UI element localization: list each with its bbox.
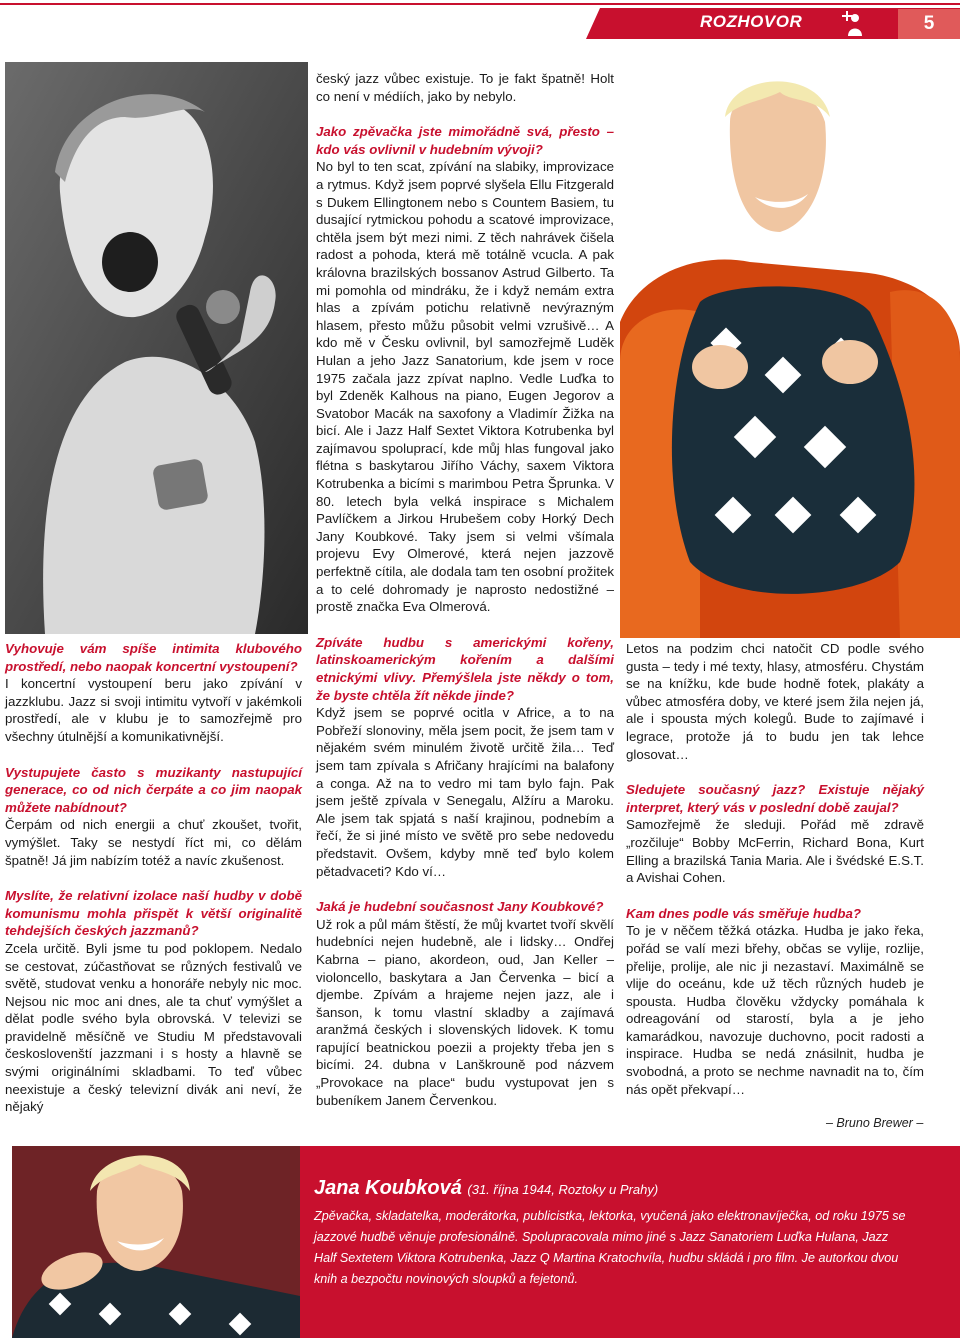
bio-text: Zpěvačka, skladatelka, moderátorka, publicistka, lektorka, vyučená jako elektronavíječka, od roku 1975 se jazzové hudbě věnuje profesionálně. Spolupracovala mimo jiné s Jazz Sanatoriem Luďka Hulana, Jazz Half Sextetem Viktora Kotrubenka, Jazz Q Martina Kratochvíla, hudbu skládá i pro film. Je autorkou dvou knih a bezpočtu novinových sloupků a fejetonů. <box>314 1209 906 1286</box>
bio-dates: (31. října 1944, Roztoky u Prahy) <box>467 1182 659 1197</box>
qa-item <box>316 634 614 880</box>
qa-item <box>626 640 924 763</box>
bio-name: Jana Koubková <box>314 1177 462 1199</box>
header-rule <box>0 3 960 5</box>
question: Sledujete současný jazz? Existuje nějaký interpret, který vás v poslední době zaujal? <box>626 782 924 815</box>
page-number: 5 <box>898 9 960 39</box>
answer: Samozřejmě že sleduji. Pořád mě zdravě „rozčiluje“ Bobby McFerrin, Richard Bona, Kurt Elling a brazilská Tania Maria. Ale i švédské E.S.T. a Avishai Cohen. <box>626 817 924 886</box>
section-title: ROZHOVOR <box>700 12 803 31</box>
answer: Zcela určitě. Byli jsme tu pod poklopem. Nedalo se cestovat, zúčastňovat se různých festivalů ve světě, studovat venku a honoráře nebyly nic moc. Nejsou nic moc ani dnes, ale ta chuť vymýšlet a dělat podle svého byla obrovská. V televizi se pravidelně měsíčně ve Studiu M představovali českoslovenští jazzmani i s hosty a hlavně se svými originálními skladbami. To teď vůbec neexistuje a český televizní divák ani neví, že nějaký <box>5 940 302 1115</box>
photo-bio-portrait <box>12 1146 300 1338</box>
qa-item <box>5 640 302 746</box>
bio-heading <box>314 1177 658 1200</box>
photo-singer-bw <box>5 62 308 634</box>
magazine-logo-icon <box>836 9 866 38</box>
qa-item <box>316 898 614 1109</box>
photo-seated-portrait <box>620 62 960 638</box>
answer: český jazz vůbec existuje. To je fakt špatně! Holt co není v médiích, jako by nebylo. <box>316 71 614 104</box>
qa-item <box>626 781 924 887</box>
answer: Už rok a půl mám štěstí, že můj kvartet tvoří skvělí hudebníci nejen hudebně, ale i lidsky… Ondřej Kabrna – piano, akordeon, oud, Jan Keller – violoncello, baskytara a Jan Červenka – bicí a djembe. Zpívám a hrajeme nejen jazz, ale i šanson, k tomu vlastní skladby a zajímavá aranžmá českých i slovenských lidovek. K tomu rapující beatnickou poezii a projekty třeba jen s bicími. 24. dubna v Lanškrouně pod názvem „Provokace na place“ budu vystupovat jen s bubeníkem Janem Červenkou. <box>316 916 614 1108</box>
column-2 <box>316 70 614 1127</box>
answer: Letos na podzim chci natočit CD podle svého gusta – tedy i mé texty, hlasy, atmosféru. Chystám se na knížku, kde bude hodně fotek, plakáty a vůbec atmosféra doby, ve které jsem žila nejen já, ale i spousta mých kolegů. Bude to zajímavé i legrace, protože já to budu jen tak lehce glosovat… <box>626 641 924 762</box>
qa-item <box>5 887 302 1116</box>
column-1 <box>5 640 302 1134</box>
question: Kam dnes podle vás směřuje hudba? <box>626 905 861 921</box>
bio-box <box>300 1146 960 1338</box>
column-3 <box>626 640 924 1116</box>
answer: Když jsem se poprvé ocitla v Africe, a to na Pobřeží slonoviny, měla jsem pocit, že jsem tam v nějakém svém minulém životě určitě žila… Teď jsem tam zpívala s Afričany hrajícími na balafony a conga. Až na to vedro mi tam bylo fajn. Pak jsem ještě zpívala v Senegalu, Alžíru a Maroku. Ale jsem tak spjatá s naší krajinou, podnebím a řečí, že si jiné místo ve světě pro sebe nedovedu představit. Ovšem, kdyby mně teď bylo kolem pětadvaceti? Kdo ví… <box>316 705 614 879</box>
answer: I koncertní vystoupení beru jako zpívání v jazzklubu. Jazz si svoji intimitu vytvoří v jakémkoli prostředí, ale v klubu je to samozřejmě pro všechny útulnější a komunikativnější. <box>5 676 302 744</box>
question: Zpíváte hudbu s americkými kořeny, latinskoamerickým kořením a dalšími etnickými vlivy. Přemýšlela jste někdy o tom, že byste chtěla žít někde jinde? <box>316 634 614 703</box>
lead-paragraph <box>316 70 614 105</box>
qa-item <box>626 905 924 1099</box>
answer: Čerpám od nich energii a chuť zkoušet, tvořit, vymýšlet. Taky se nestydí říct mi, co dělám špatně! Já jim nabízím totéž a navíc zkušenost. <box>5 817 302 868</box>
question: Vyhovuje vám spíše intimita klubového prostředí, nebo naopak koncertní vystoupení? <box>5 641 302 674</box>
question: Jaká je hudební současnost Jany Koubkové? <box>316 899 604 915</box>
answer: No byl to ten scat, zpívání na slabiky, improvizace a rytmus. Když jsem poprvé slyšela Ellu Fitzgerald s Dukem Ellingtonem nebo s Countem Basiem, tu dusající rytmickou pohodu a scatové improvizace, chtěla jsem být mezi nimi. Z těch nahrávek čišela radost a pohoda, která mě totálně vcucla. A pak královna brazilských bossanov Astrud Gilberto. Ta mi pomohla od mindráku, že i když nemám extra hlas a zpívám potichu relativně nevýrazným hlasem, přesto můžu působit velmi vzrušivě… A kdo mě v Česku ovlivnil, byl samozřejmě Luděk Hulan a jeho Jazz Sanatorium, kde jsem v roce 1975 začala jazz zpívat naplno. Vedle Luďka to byl Zdeněk Kalhous na piano, Eugen Jegorov a Svatobor Macák na saxofony a Vladimír Žižka na bicí. Ale i Jazz Half Sextet Viktora Kotrubenka byl zajímavou spoluprací, kde můj hlas fungoval jako flétna s baskytarou Jiřího Váchy, saxem Viktora Kotrubenka a bicími s marimbou Petra Šprunka. V 80. letech byla velká inspirace s Michalem Pavlíčkem a Jirkou Hrubešem coby Horký Dech Jany Koubkové. Taky jsem si velmi všímala projevu Evy Olmerové, která nejen jazzově perfektně cítila, ale dodala tam ten osobní prožitek a to celé dohromady je naprosto nedostižné – prostě značka Eva Olmerová. <box>316 159 614 615</box>
question: Myslíte, že relativní izolace naší hudby v době komunismu mohla přispět k větší originalitě tehdejších českých jazzmanů? <box>5 888 302 939</box>
qa-item <box>316 123 614 616</box>
question: Vystupujete často s muzikanty nastupující generace, co od nich čerpáte a co jim naopak můžete nabídnout? <box>5 764 302 815</box>
qa-item <box>5 764 302 870</box>
author-signature: – Bruno Brewer – <box>826 1116 924 1130</box>
question: Jako zpěvačka jste mimořádně svá, přesto – kdo vás ovlivnil v hudebním vývoji? <box>316 124 614 157</box>
answer: To je v něčem těžká otázka. Hudba je jako řeka, pořád se valí mezi břehy, občas se vylije, rozlije, přelije, prolije, ale nic ji nezastaví. Maximálně se vlije do oceánu, kde už těch různých hudeb je spousta. Hudba člověku vždycky pomáhala k odreagování od starostí, byla a je jeho kamarádkou, navozuje duchovno, pocit radosti a inspirace. Hudba se nedá znásilnit, hudba je svobodná, a proto se nechme navnadit na to, čím nás opět překvapí… <box>626 923 924 1097</box>
